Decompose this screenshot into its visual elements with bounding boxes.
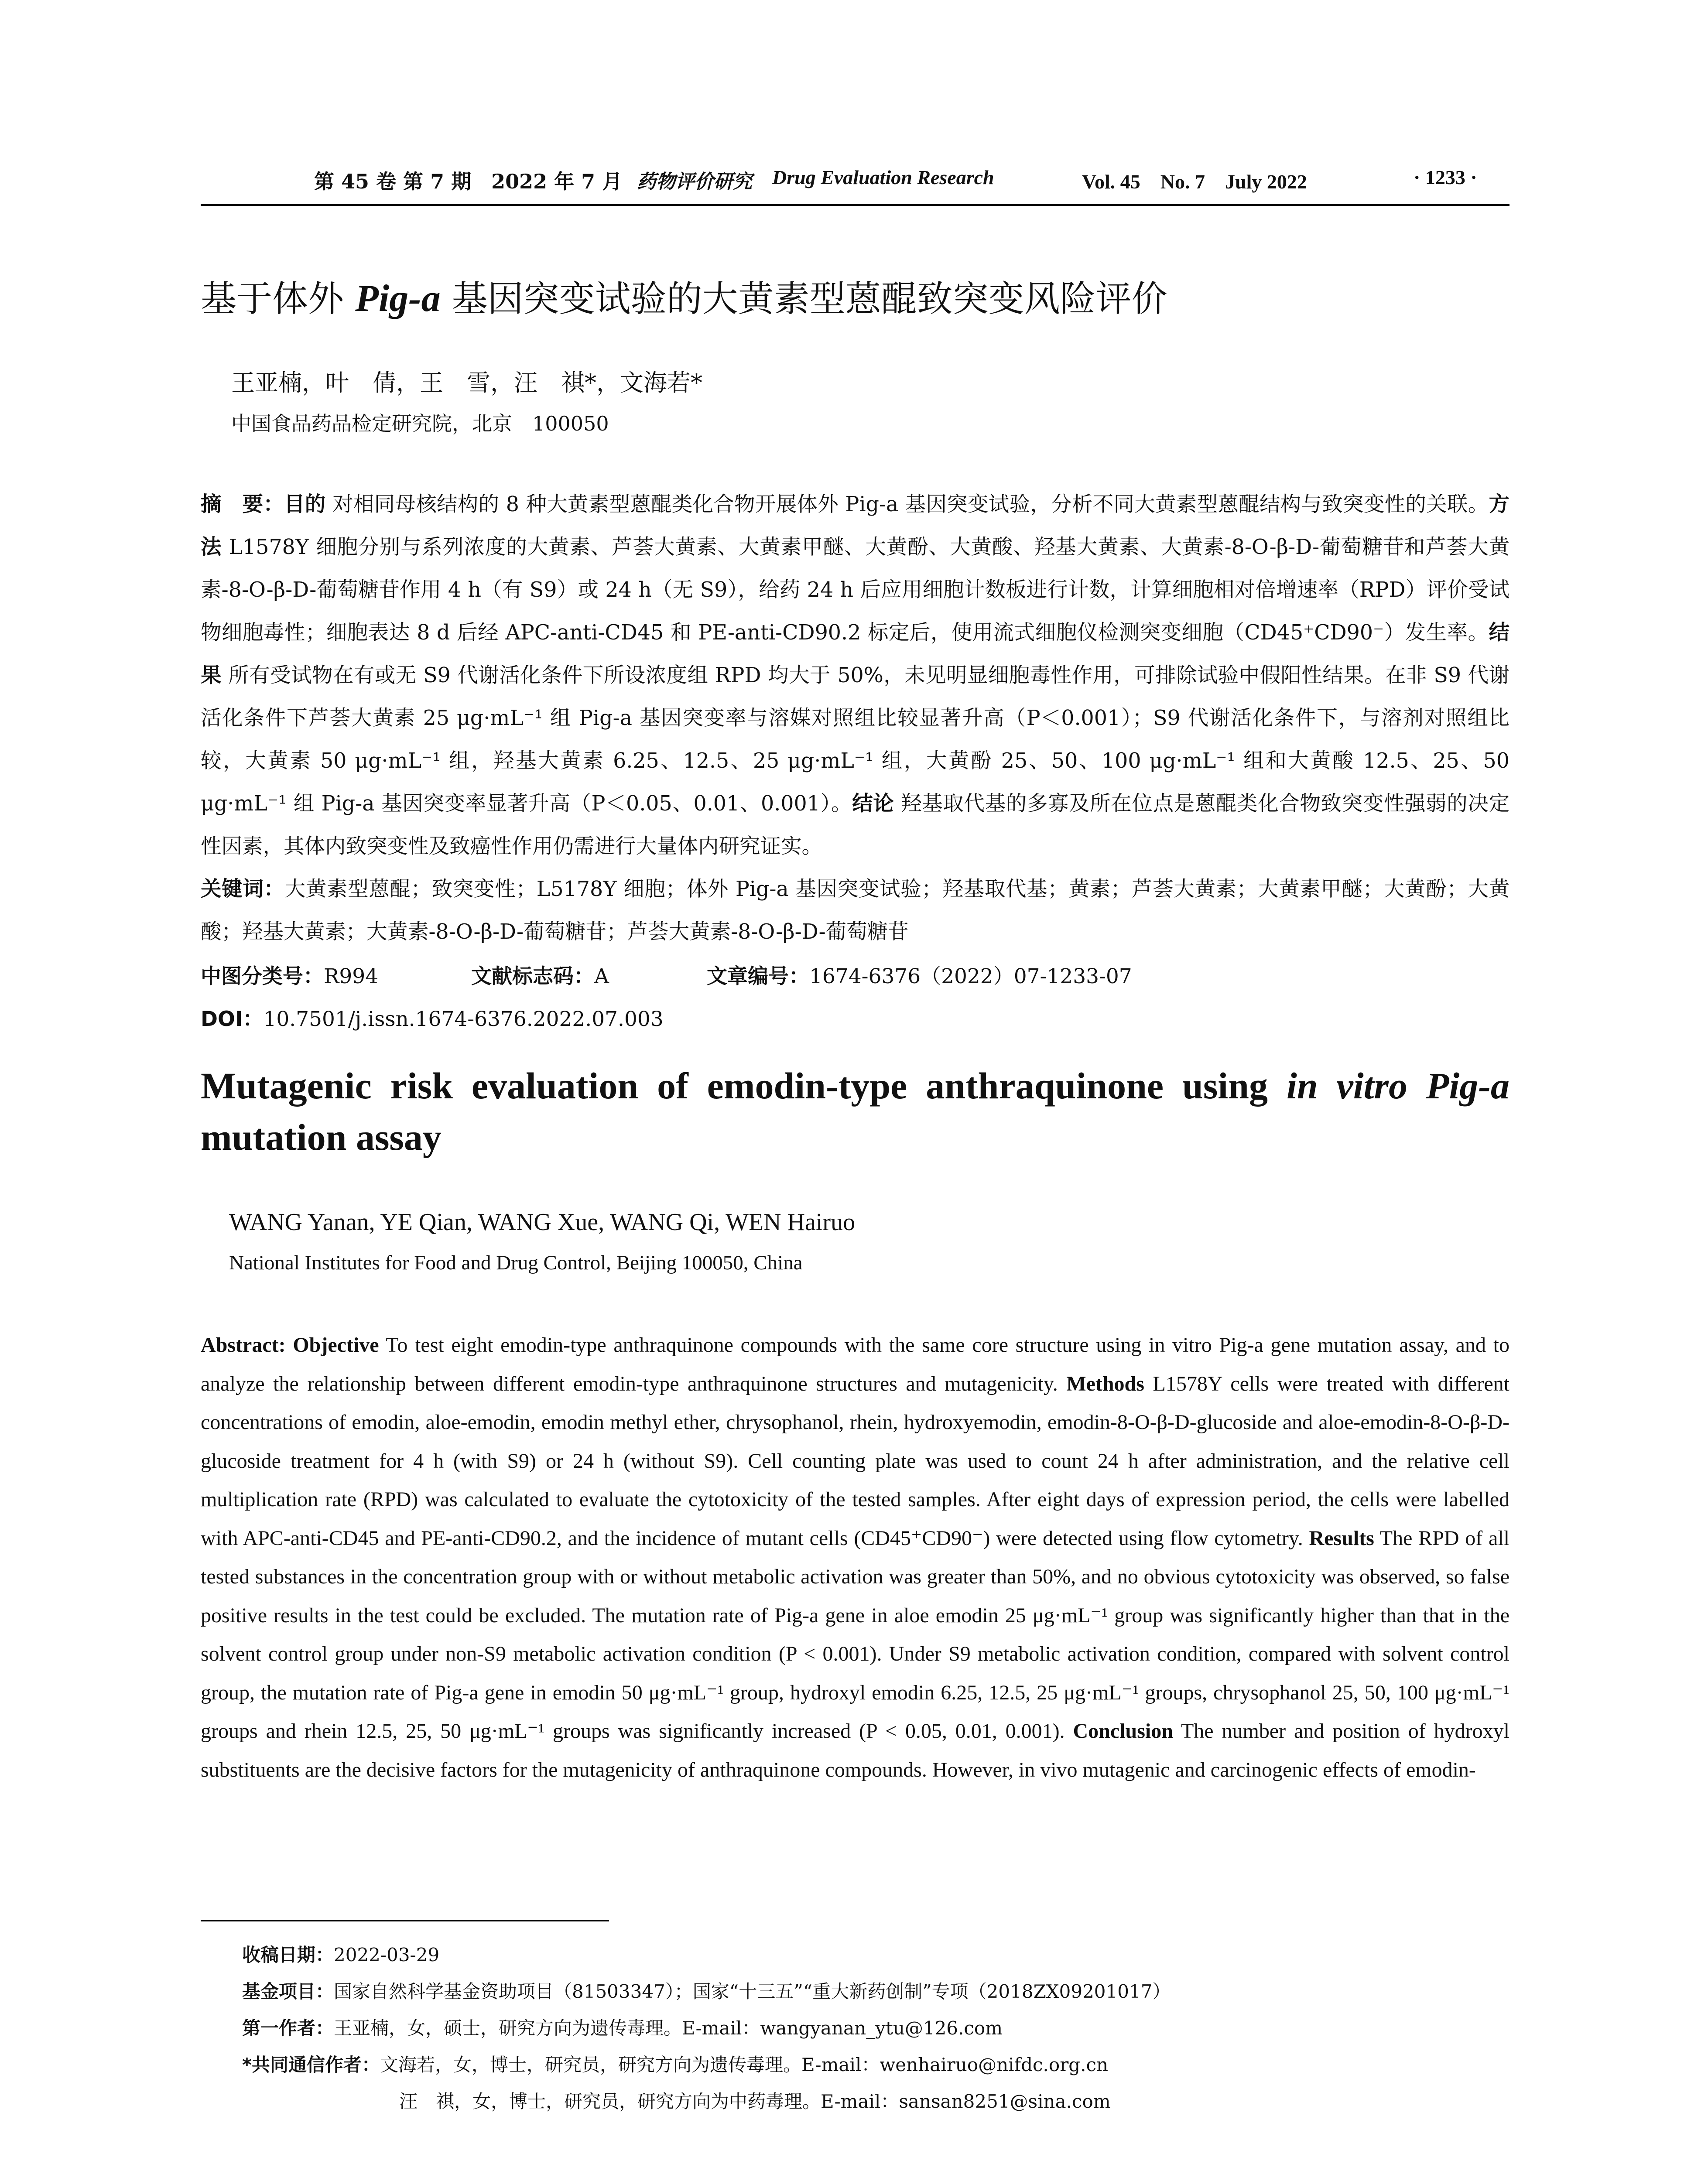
footnote-corresponding: *共同通信作者：文海若，女，博士，研究员，研究方向为遗传毒理。E-mail：wenhairuo@nifdc.org.cn: [242, 2054, 1109, 2075]
doi-value: 10.7501/j.issn.1674-6376.2022.07.003: [263, 1007, 664, 1031]
abstract-cn-label: 摘 要：: [201, 492, 284, 516]
abstract-en-label: Abstract:: [201, 1333, 286, 1357]
keywords-text-cn: 大黄素型蒽醌；致突变性；L5178Y 细胞；体外 Pig-a 基因突变试验；羟基取代基；黄素；芦荟大黄素；大黄素甲醚；大黄酚；大黄酸；羟基大黄素；大黄素-8-O-β-D-葡萄糖苷；芦荟大黄素-8-O-β-D-葡萄糖苷: [201, 877, 1509, 944]
conclusion-label-cn: 结论: [852, 792, 894, 816]
methods-label-cn: 方法: [201, 492, 1510, 559]
page-number: · 1233 ·: [1414, 166, 1477, 188]
results-label-cn: 结果: [201, 621, 1509, 687]
abstract-en: [201, 1326, 1509, 1789]
methods-label-en: Methods: [1066, 1372, 1144, 1395]
abstract-cn: [201, 483, 1509, 954]
objective-label-en: Objective: [293, 1333, 379, 1357]
objective-label-cn: 目的: [284, 492, 326, 516]
methods-text-en: L1578Y cells were treated with different concentrations of emodin, aloe-emodin, emodin methyl ether, chrysophanol, rhein, hydroxyemodin, emodin-8-O-β-D-glucoside and aloe-emodin-8-O-β-D-glucoside treatment for 4 h (with S9) or 24 h (without S9). Cell counting plate was used to count 24 h after administration, and the relative cell multiplication rate (RPD) was calculated to evaluate the cytotoxicity of the tested samples. After eight days of expression period, the cells were labelled with APC-anti-CD45 and PE-anti-CD90.2, and the incidence of mutant cells (CD45⁺CD90⁻) were detected using flow cytometry.: [201, 1372, 1509, 1550]
running-header: [201, 166, 1509, 201]
issue-info-en: Vol. 45 No. 7 July 2022: [1082, 171, 1307, 193]
header-rule: [201, 204, 1509, 206]
title-en-italic: in vitro Pig-a: [1286, 1065, 1509, 1107]
authors-cn: 王亚楠，叶 倩，王 雪，汪 祺*，文海若*: [231, 369, 702, 397]
title-en: Mutagenic risk evaluation of emodin-type anthraquinone using in vitro Pig-a mutation assay: [201, 1065, 1509, 1158]
article-no-value: 1674-6376（2022）07-1233-07: [809, 964, 1132, 988]
affiliation-en: National Institutes for Food and Drug Control, Beijing 100050, China: [229, 1251, 803, 1274]
clc-label: 中图分类号：: [201, 964, 324, 988]
results-text-cn: 所有受试物在有或无 S9 代谢活化条件下所设浓度组 RPD 均大于 50%，未见明显细胞毒性作用，可排除试验中假阳性结果。在非 S9 代谢活化条件下芦荟大黄素 25 μg·mL⁻¹ 组 Pig-a 基因突变率与溶媒对照组比较显著升高（P＜0.001）；S9 代谢活化条件下，与溶剂对照组比较，大黄素 50 μg·mL⁻¹ 组，羟基大黄素 6.25、12.5、25 μg·mL⁻¹ 组，大黄酚 25、50、100 μg·mL⁻¹ 组和大黄酸 12.5、25、50 μg·mL⁻¹ 组 Pig-a 基因突变率显著升高（P＜0.05、0.01、0.001）。: [201, 663, 1510, 816]
article-no-label: 文章编号：: [707, 964, 809, 988]
conclusion-text-cn: 羟基取代基的多寡及所在位点是蒽醌类化合物致突变性强弱的决定性因素，其体内致突变性及致癌性作用仍需进行大量体内研究证实。: [201, 792, 1510, 858]
methods-text-cn: L1578Y 细胞分别与系列浓度的大黄素、芦荟大黄素、大黄素甲醚、大黄酚、大黄酸、羟基大黄素、大黄素-8-O-β-D-葡萄糖苷和芦荟大黄素-8-O-β-D-葡萄糖苷作用 4 h（有 S9）或 24 h（无 S9），给药 24 h 后应用细胞计数板进行计数，计算细胞相对倍增速率（RPD）评价受试物细胞毒性；细胞表达 8 d 后经 APC-anti-CD45 和 PE-anti-CD90.2 标定后，使用流式细胞仪检测突变细胞（CD45⁺CD90⁻）发生率。: [201, 535, 1509, 645]
clc-value: R994: [324, 964, 379, 988]
footnote-fund: 基金项目：国家自然科学基金资助项目（81503347）；国家“十三五”“重大新药创制”专项（2018ZX09201017）: [242, 1981, 1171, 2002]
footnote-corresponding-2: 汪 祺，女，博士，研究员，研究方向为中药毒理。E-mail：sansan8251@sina.com: [399, 2091, 1111, 2112]
doc-code-value: A: [594, 964, 609, 988]
affiliation-cn: 中国食品药品检定研究院，北京 100050: [231, 412, 609, 435]
objective-text-cn: 对相同母核结构的 8 种大黄素型蒽醌类化合物开展体外 Pig-a 基因突变试验，分析不同大黄素型蒽醌结构与致突变性的关联。: [332, 492, 1489, 516]
journal-name-cn: 药物评价研究: [637, 171, 752, 193]
objective-text-en: To test eight emodin-type anthraquinone compounds with the same core structure using in vitro Pig-a gene mutation assay, and to analyze the relationship between different emodin-type anthraquinone structures and mutagenicity.: [201, 1333, 1510, 1395]
issue-info-cn: 第 45 卷 第 7 期 2022 年 7 月: [314, 170, 623, 193]
doc-code-label: 文献标志码：: [471, 964, 594, 988]
conclusion-text-en: The number and position of hydroxyl substituents are the decisive factors for the mutagenicity of anthraquinone compounds. However, in vivo mutagenic and carcinogenic effects of emodin-: [201, 1720, 1509, 1781]
doi-label: DOI：: [201, 1007, 264, 1031]
keywords-label-cn: 关键词：: [201, 877, 285, 901]
footnote-first-author: 第一作者：王亚楠，女，硕士，研究方向为遗传毒理。E-mail：wangyanan_ytu@126.com: [242, 2017, 1003, 2039]
results-text-en: The RPD of all tested substances in the concentration group with or without metabolic activation was greater than 50%, and no obvious cytotoxicity was observed, so false positive results in the test could be excluded. The mutation rate of Pig-a gene in aloe emodin 25 μg·mL⁻¹ group was significantly higher than that in the solvent control group under non-S9 metabolic activation condition (P < 0.001). Under S9 metabolic activation condition, compared with solvent control group, the mutation rate of Pig-a gene in emodin 50 μg·mL⁻¹ group, hydroxyl emodin 6.25, 12.5, 25 μg·mL⁻¹ groups, chrysophanol 25, 50, 100 μg·mL⁻¹ groups and rhein 12.5, 25, 50 μg·mL⁻¹ groups was significantly increased (P < 0.05, 0.01, 0.001).: [201, 1526, 1510, 1743]
journal-name-en: Drug Evaluation Research: [772, 166, 994, 188]
footnotes: [242, 1937, 1507, 2120]
title-cn-italic: Pig-a: [355, 277, 441, 320]
footnote-rule: [201, 1920, 609, 1921]
footnote-received: 收稿日期：2022-03-29: [242, 1944, 440, 1966]
title-cn: 基于体外 Pig-a 基因突变试验的大黄素型蒽醌致突变风险评价: [201, 277, 1167, 320]
results-label-en: Results: [1309, 1526, 1374, 1550]
conclusion-label-en: Conclusion: [1073, 1720, 1173, 1743]
classification-block: [201, 955, 1509, 1041]
authors-en: WANG Yanan, YE Qian, WANG Xue, WANG Qi, WEN Hairuo: [229, 1209, 856, 1236]
